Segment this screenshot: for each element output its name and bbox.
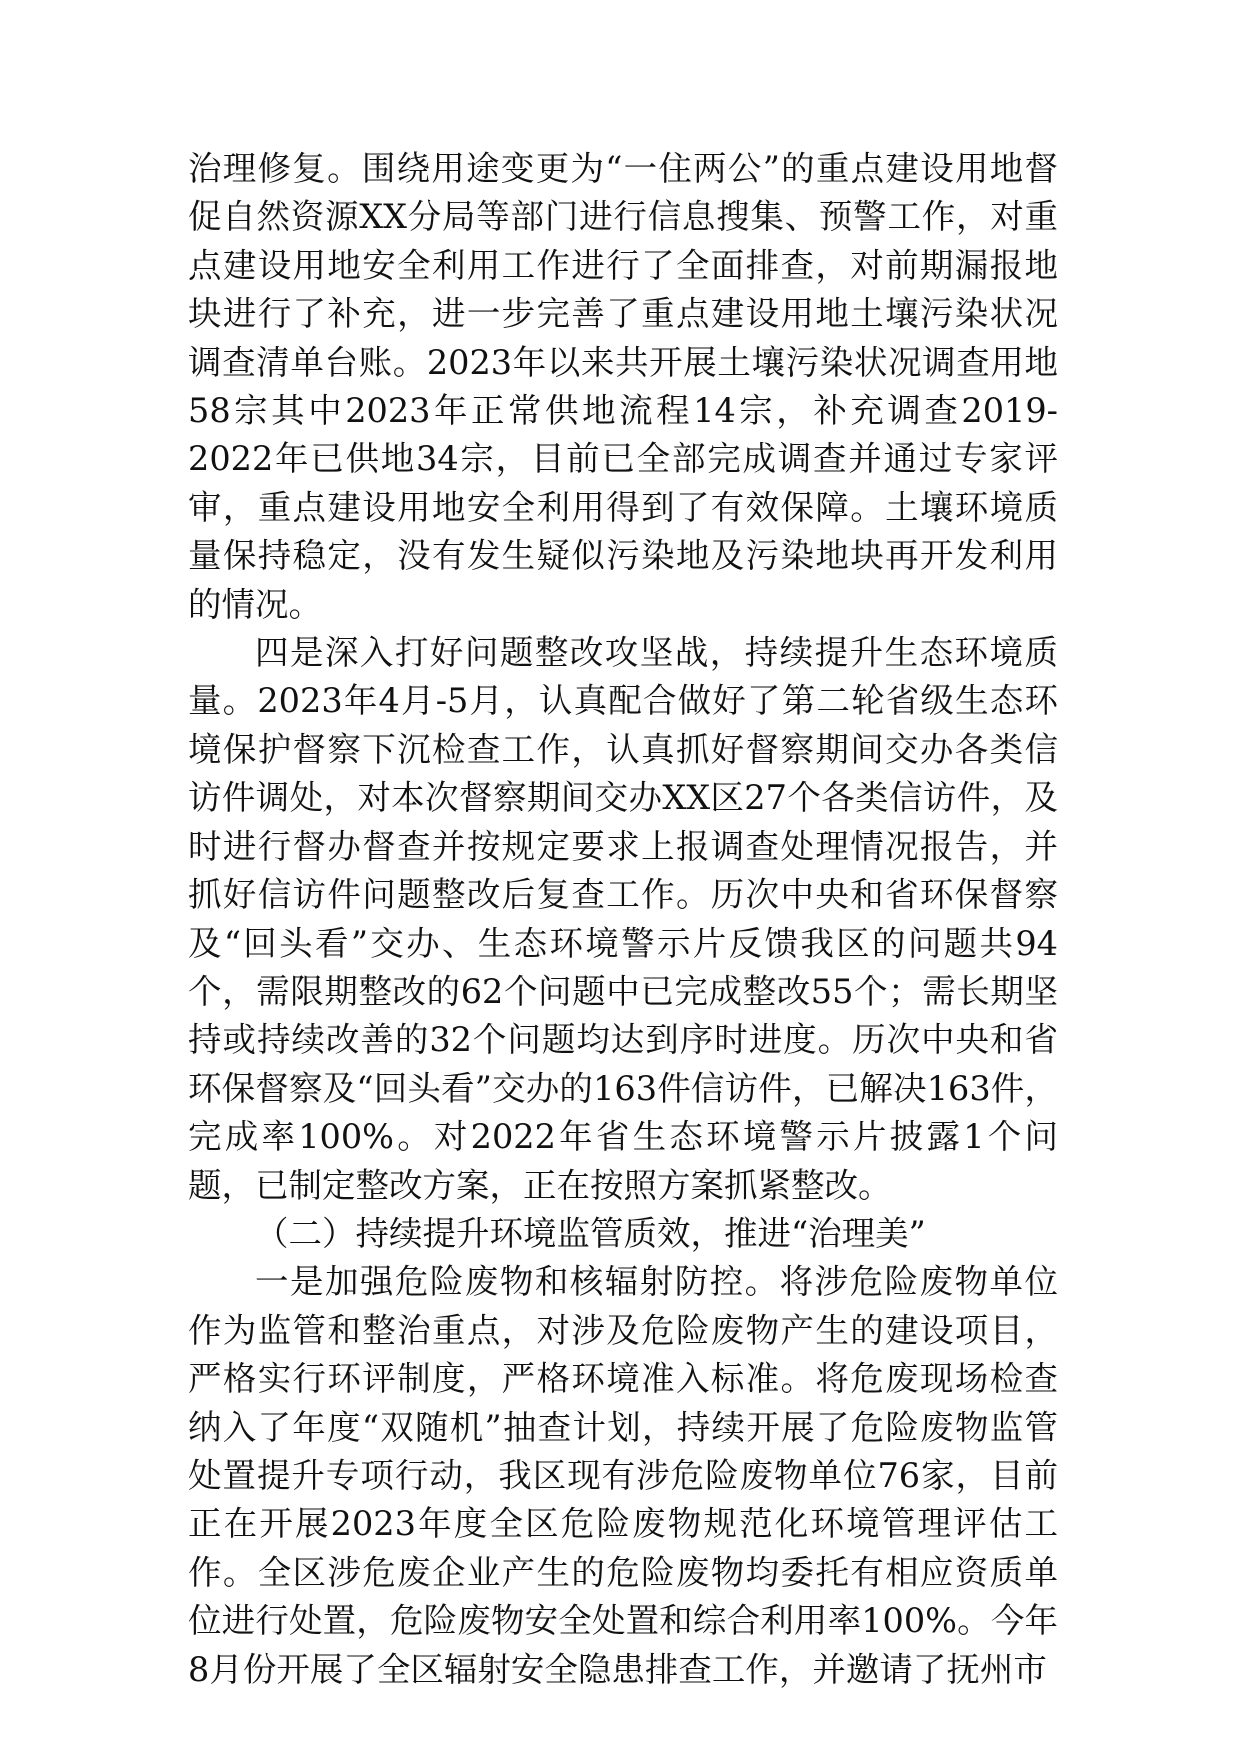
paragraph-soil-remediation: 治理修复。围绕用途变更为“一住两公”的重点建设用地督促自然资源XX分局等部门进行信息搜集、预警工作，对重点建设用地安全利用工作进行了全面排查，对前期漏报地块进行了补充，进一步完善了重点建设用地土壤污染状况调查清单台账。2023年以来共开展土壤污染状况调查用地58宗其中2023年正常供地流程14宗，补充调查2019-2022年已供地34宗，目前已全部完成调查并通过专家评审，重点建设用地安全利用得到了有效保障。土壤环境质量保持稳定，没有发生疑似污染地及污染地块再开发利用的情况。: [188, 149, 1058, 624]
document-page: [188, 145, 1058, 1694]
paragraph-hazardous-waste: 一是加强危险废物和核辐射防控。将涉危险废物单位作为监管和整治重点，对涉及危险废物产生的建设项目，严格实行环评制度，严格环境准入标准。将危废现场检查纳入了年度“双随机”抽查计划，持续开展了危险废物监管处置提升专项行动，我区现有涉危险废物单位76家，目前正在开展2023年度全区危险废物规范化环境管理评估工作。全区涉危废企业产生的危险废物均委托有相应资质单位进行处置，危险废物安全处置和综合利用率100%。今年8月份开展了全区辐射安全隐患排查工作，并邀请了抚州市: [188, 1262, 1058, 1689]
section-heading-governance: （二）持续提升环境监管质效，推进“治理美”: [255, 1213, 926, 1253]
paragraph-rectification: 四是深入打好问题整改攻坚战，持续提升生态环境质量。2023年4月-5月，认真配合做好了第二轮省级生态环境保护督察下沉检查工作，认真抓好督察期间交办各类信访件调处，对本次督察期间交办XX区27个各类信访件，及时进行督办督查并按规定要求上报调查处理情况报告，并抓好信访件问题整改后复查工作。历次中央和省环保督察及“回头看”交办、生态环境警示片反馈我区的问题共94个，需限期整改的62个问题中已完成整改55个；需长期坚持或持续改善的32个问题均达到序时进度。历次中央和省环保督察及“回头看”交办的163件信访件，已解决163件，完成率100%。对2022年省生态环境警示片披露1个问题，已制定整改方案，正在按照方案抓紧整改。: [188, 633, 1058, 1205]
